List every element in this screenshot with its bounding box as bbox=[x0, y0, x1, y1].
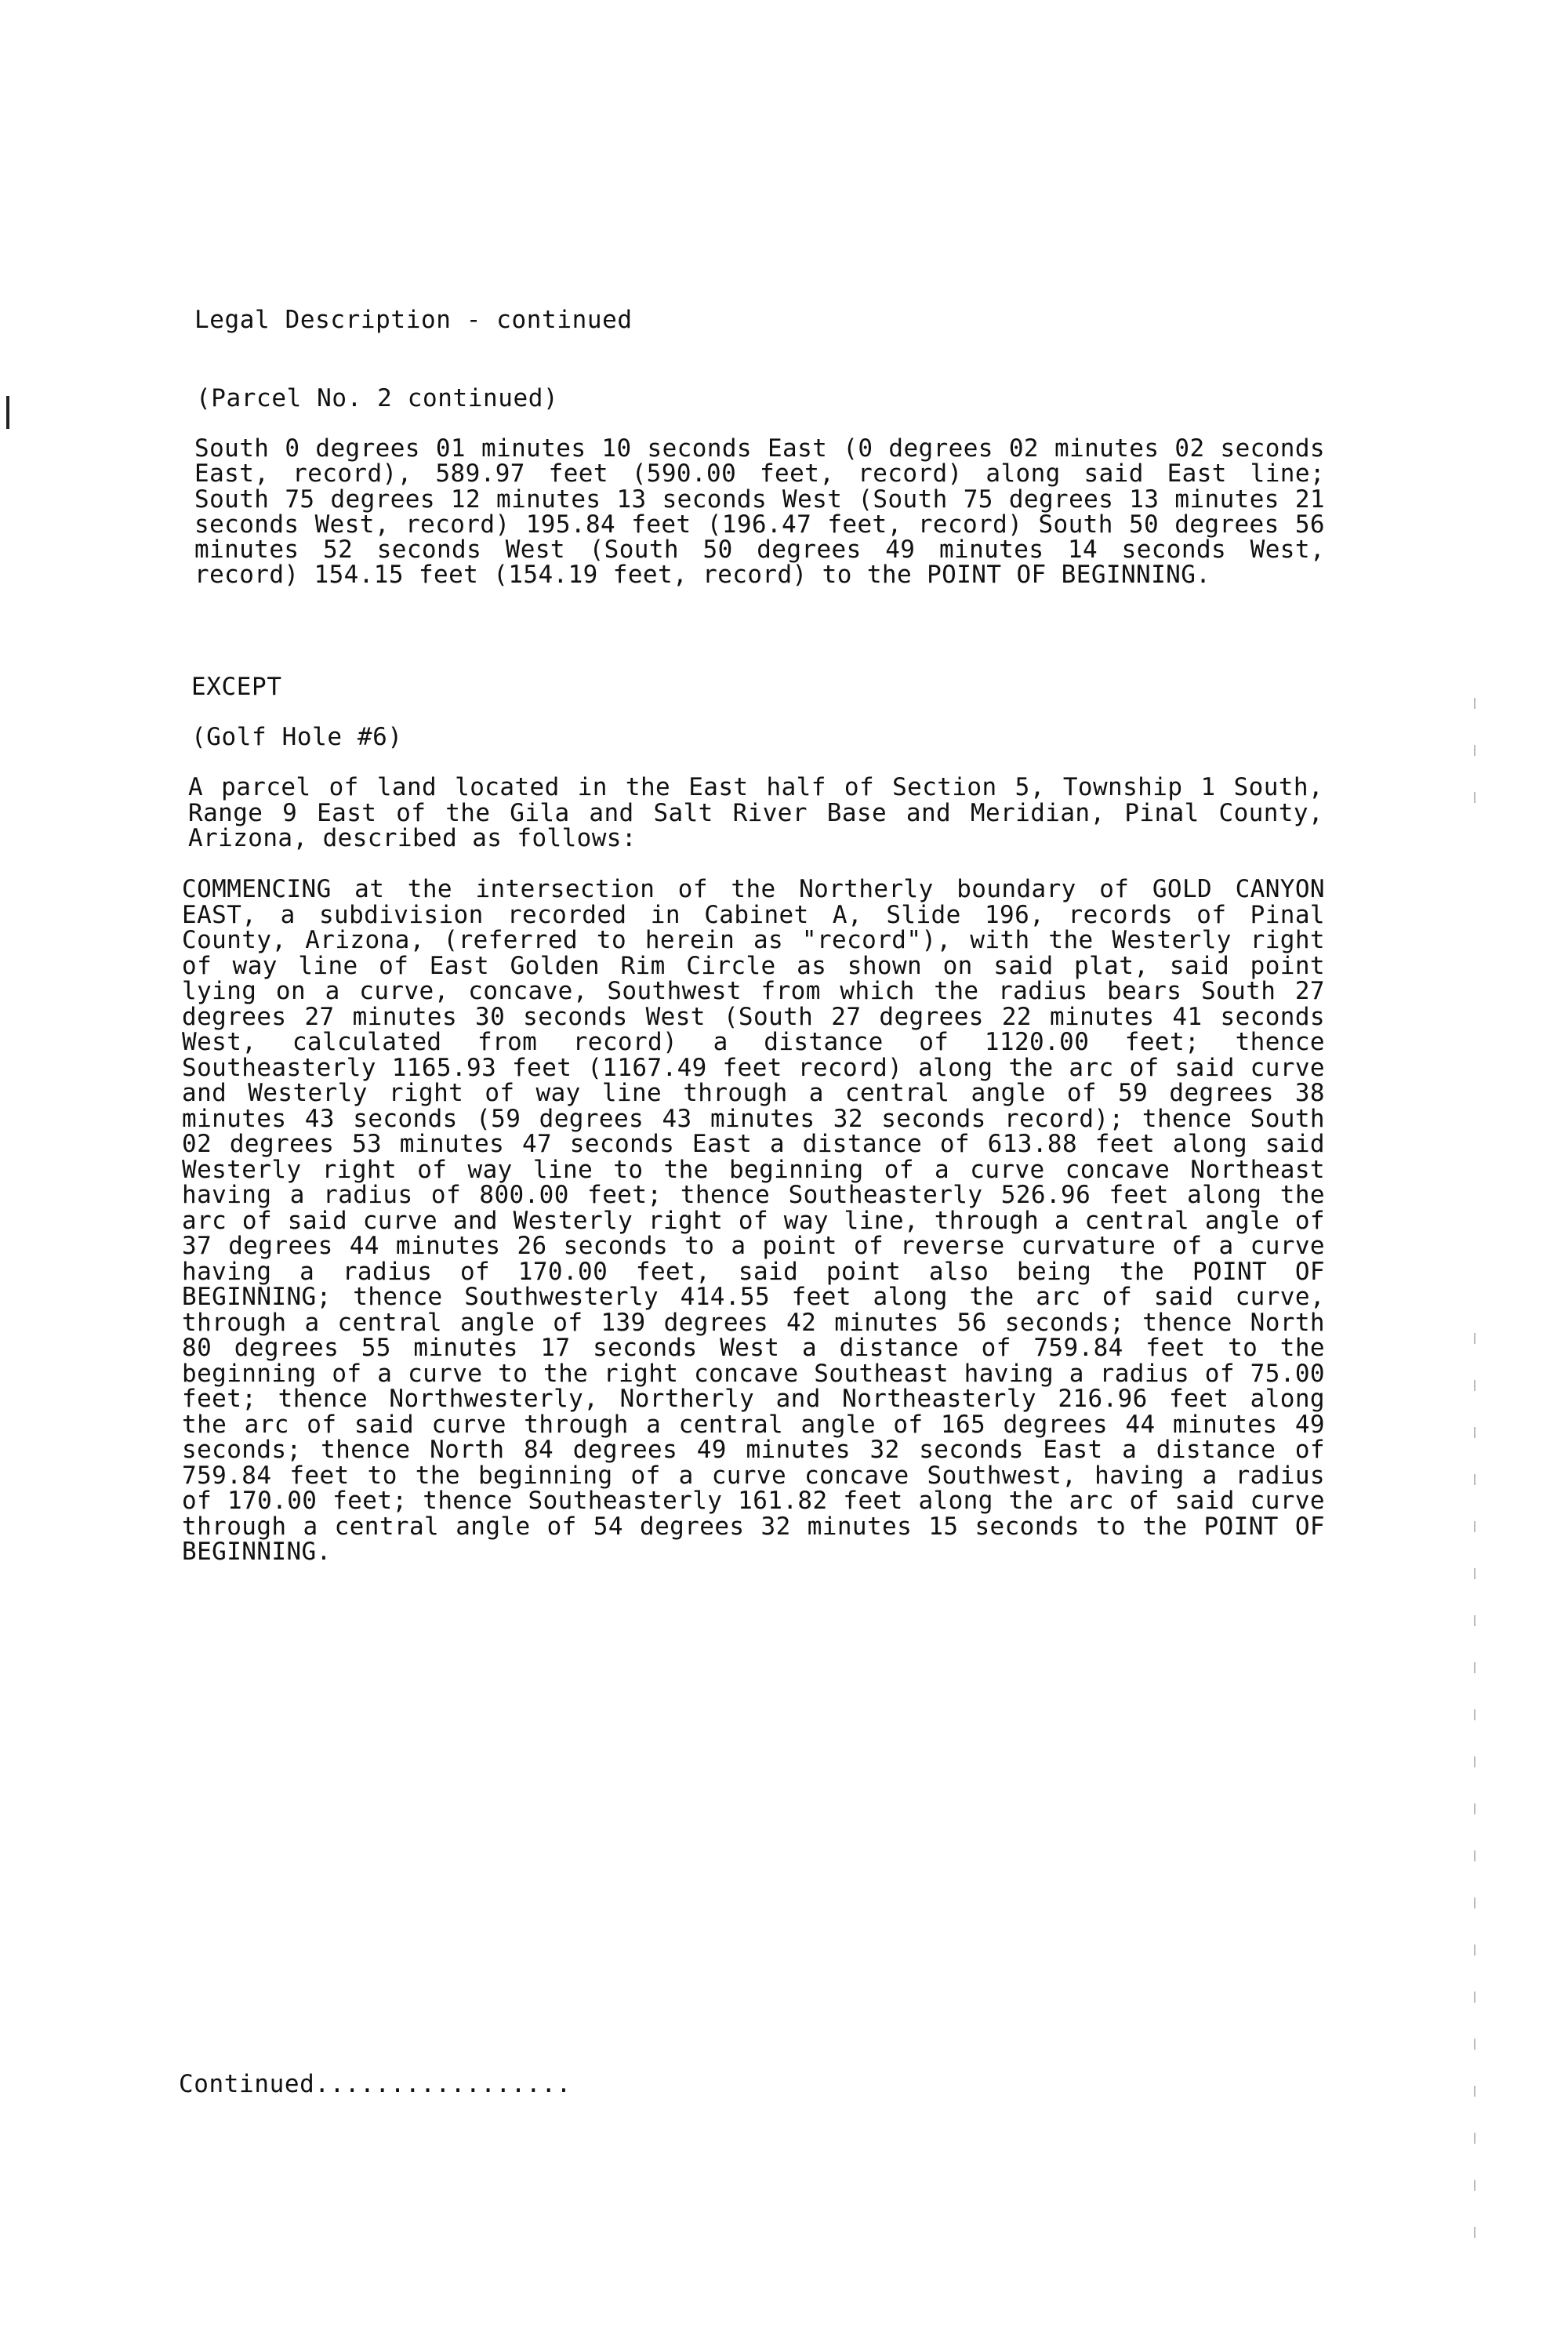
continued-footer: Continued................. bbox=[179, 2070, 572, 2098]
golf-hole-heading: (Golf Hole #6) bbox=[191, 723, 403, 751]
scan-mark bbox=[6, 396, 9, 429]
margin-artifact bbox=[1474, 698, 1475, 815]
page-title: Legal Description - continued bbox=[194, 306, 633, 334]
parcel-location-paragraph: A parcel of land located in the East half of Section 5, Township 1 South, Range 9 East of the Gila and Salt River Base and Meridian, Pinal County, Arizona, described as follows: bbox=[188, 773, 1323, 852]
parcel-heading: (Parcel No. 2 continued) bbox=[196, 384, 559, 412]
parcel-course-paragraph: South 0 degrees 01 minutes 10 seconds East (0 degrees 02 minutes 02 seconds East, record), 589.97 feet (590.00 feet, record) along said East line; South 75 degrees 12 minutes 13 seconds West (South 75 degrees 13 minutes 21 seconds West, record) 195.84 feet (196.47 feet, record) South 50 degrees 56 minutes 52 seconds West (South 50 degrees 49 minutes 14 seconds West, record) 154.15 feet (154.19 feet, record) to the POINT OF BEGINNING. bbox=[194, 434, 1325, 590]
margin-artifact bbox=[1474, 1333, 1475, 2258]
metes-and-bounds-paragraph: COMMENCING at the intersection of the Northerly boundary of GOLD CANYON EAST, a subdivision recorded in Cabinet A, Slide 196, records of Pinal County, Arizona, (referred to herein as "record"), with the Westerly right of way line of East Golden Rim Circle as shown on said plat, said point lying on a curve, concave, Southwest from which the radius bears South 27 degrees 27 minutes 30 seconds West (South 27 degrees 22 minutes 41 seconds West, calculated from record) a distance of 1120.00 feet; thence Southeasterly 1165.93 feet (1167.49 feet record) along the arc of said curve and Westerly right of way line through a central angle of 59 degrees 38 minutes 43 seconds (59 degrees 43 minutes 32 seconds record); thence South 02 degrees 53 minutes 47 seconds East a distance of 613.88 feet along said Westerly right of way line to the beginning of a curve concave Northeast having a radius of 800.00 feet; thence Southeasterly 526.96 feet along the arc of said curve and Westerly right of way line, through a central angle of 37 degrees 44 minutes 26 seconds to a point of reverse curvature of a curve having a radius of 170.00 feet, said point also being the POINT OF BEGINNING; thence Southwesterly 414.55 feet along the arc of said curve, through a central angle of 139 degrees 42 minutes 56 seconds; thence North 80 degrees 55 minutes 17 seconds West a distance of 759.84 feet to the beginning of a curve to the right concave Southeast having a radius of 75.00 feet; thence Northwesterly, Northerly and Northeasterly 216.96 feet along the arc of said curve through a central angle of 165 degrees 44 minutes 49 seconds; thence North 84 degrees 49 minutes 32 seconds East a distance of 759.84 feet to the beginning of a curve concave Southwest, having a radius of 170.00 feet; thence Southeasterly 161.82 feet along the arc of said curve through a central angle of 54 degrees 32 minutes 15 seconds to the POINT OF BEGINNING. bbox=[182, 875, 1325, 1566]
except-label: EXCEPT bbox=[191, 673, 282, 701]
